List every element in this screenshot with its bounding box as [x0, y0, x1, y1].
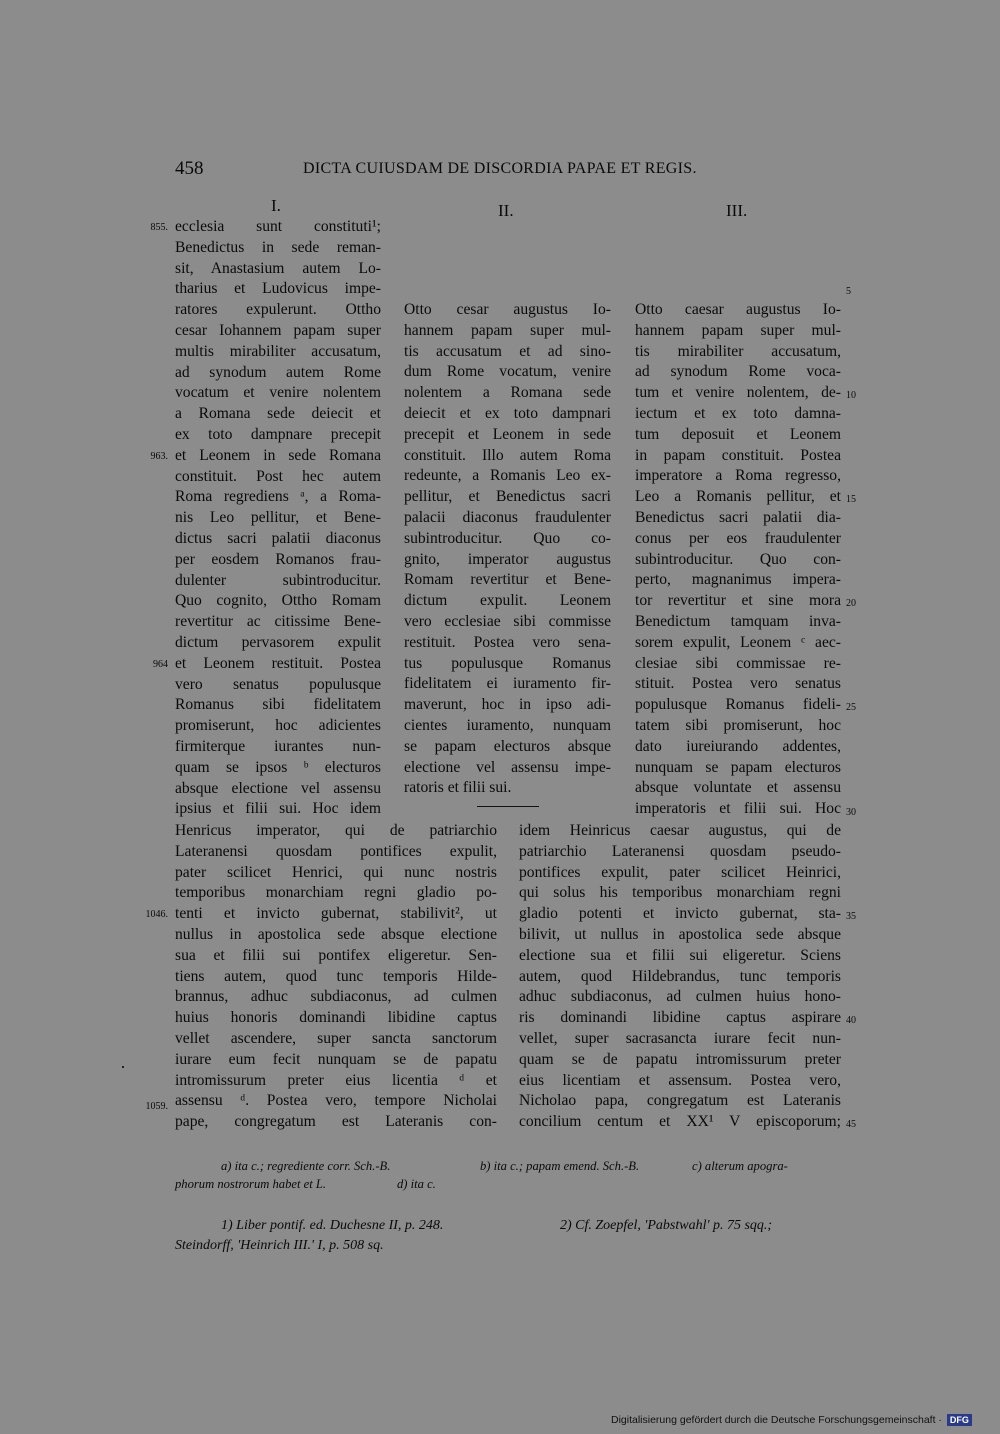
- text-line: precepit et Leonem in sede: [404, 425, 611, 443]
- text-line: hannem papam super mul-: [404, 321, 611, 339]
- text-line: Otto cesar augustus Io-: [404, 301, 611, 318]
- text-line: iurare eum fecit nunquam se de papatu: [175, 1050, 497, 1068]
- text-line: assensu ᵈ. Postea vero, tempore Nicholai: [175, 1092, 497, 1110]
- text-line: Lateranensi quosdam pontifices expulit,: [175, 842, 497, 860]
- text-line: maverunt, hoc in ipso adi-: [404, 696, 611, 714]
- footnote-1: 1) Liber pontif. ed. Duchesne II, p. 248.: [221, 1218, 444, 1233]
- apparatus-note-c-cont: phorum nostrorum habet et L.: [175, 1177, 327, 1191]
- text-line: nolentem a Romana sede: [404, 384, 611, 402]
- text-line: absque electione vel assensu: [175, 779, 381, 797]
- text-line: Benedictus in sede reman-: [175, 238, 381, 256]
- text-line: palacii diaconus fraudulenter: [404, 508, 611, 526]
- text-line: ris dominandi libidine captus aspirare: [519, 1009, 841, 1027]
- column-head-3: III.: [726, 201, 748, 220]
- text-line: vellet, super sacrasancta iurare fecit nun-: [519, 1029, 841, 1047]
- text-line: Otto caesar augustus Io-: [635, 301, 841, 318]
- text-line: tor revertitur et sine mora: [635, 592, 841, 610]
- text-line: vellet ascendere, super sancta sanctorum: [175, 1029, 497, 1047]
- text-line: sua et filii sui pontifex eligeretur. Sen-: [175, 946, 497, 964]
- text-line: Roma regrediens ᵃ, a Roma-: [175, 488, 381, 506]
- text-line: tis accusatum et ad sino-: [404, 342, 611, 360]
- text-line: restituit. Postea vero sena-: [404, 633, 611, 651]
- text-line: hannem papam super mul-: [635, 321, 841, 339]
- text-line: pape, congregatum est Lateranis con-: [175, 1113, 497, 1131]
- dfg-logo: DFG: [947, 1414, 972, 1426]
- text-line: populusque Romanus fideli-: [635, 696, 841, 714]
- text-line: gladio potenti et invicto gubernat, sta-: [519, 905, 841, 923]
- text-line: Romam revertitur et Bene-: [404, 571, 611, 589]
- apparatus-note-b: b) ita c.; papam emend. Sch.-B.: [480, 1159, 640, 1173]
- margin-year: 963.: [150, 451, 168, 462]
- footnote-2: 2) Cf. Zoepfel, 'Pabstwahl' p. 75 sqq.;: [560, 1218, 773, 1233]
- running-title: DICTA CUIUSDAM DE DISCORDIA PAPAE ET REGIS.: [303, 160, 697, 177]
- text-line: bilivit, ut nullus in apostolica sede absque: [519, 925, 841, 943]
- text-line: Benedictum tamquam inva-: [635, 612, 841, 630]
- text-line: ex toto dampnare precepit: [175, 425, 381, 443]
- text-line: per eosdem Romanos frau-: [175, 550, 381, 568]
- apparatus-note-a: a) ita c.; regrediente corr. Sch.-B.: [221, 1159, 391, 1173]
- text-line: autem, quod Hildebrandus, tunc temporis: [519, 967, 841, 985]
- text-line: tharius et Ludovicus impe-: [175, 280, 381, 298]
- apparatus-note-d: d) ita c.: [397, 1177, 436, 1191]
- text-line: a Romana sede deiecit et: [175, 405, 381, 423]
- text-line: adhuc subdiaconus, ad culmen huius hono-: [519, 988, 841, 1006]
- text-line: idem Heinricus caesar augustus, qui de: [519, 822, 841, 839]
- text-line: tenti et invicto gubernat, stabilivit², ut: [175, 905, 497, 923]
- text-line: dictum expulit. Leonem: [404, 592, 611, 610]
- apparatus-note-c: c) alterum apogra-: [692, 1159, 788, 1173]
- text-line: firmiterque iurantes nun-: [175, 737, 381, 755]
- text-line: ratoris et filii sui.: [404, 779, 512, 797]
- text-line: cientes iuramento, nunquam: [404, 716, 611, 734]
- text-line: tis mirabiliter accusatum,: [635, 342, 841, 360]
- text-line: tiens autem, quod tunc temporis Hilde-: [175, 967, 497, 985]
- line-number: 10: [846, 390, 856, 401]
- text-line: multis mirabiliter accusatum,: [175, 342, 381, 360]
- text-line: iectum et ex toto damna-: [635, 404, 841, 422]
- footnote-2-cont: Steindorff, 'Heinrich III.' I, p. 508 sq.: [175, 1238, 384, 1253]
- text-line: vero ecclesiae sibi commisse: [404, 612, 611, 630]
- text-line: electione vel assensu impe-: [404, 758, 611, 776]
- line-number: 25: [846, 702, 856, 713]
- text-line: brannus, adhuc subdiaconus, ad culmen: [175, 988, 497, 1006]
- margin-year: 1046.: [145, 909, 168, 920]
- line-number: 45: [846, 1119, 856, 1130]
- text-line: pellitur, et Benedictus sacri: [404, 488, 611, 506]
- text-line: sorem expulit, Leonem ᶜ aec-: [635, 633, 841, 651]
- line-number: 5: [846, 286, 851, 297]
- margin-year: 964: [153, 659, 168, 670]
- text-line: electione sua et filii sui eligeretur. Sciens: [519, 946, 841, 964]
- text-line: quam se de papatu intromissurum preter: [519, 1050, 841, 1068]
- column-head-1: I.: [271, 196, 281, 215]
- column-end-rule: [477, 806, 539, 807]
- text-line: ecclesia sunt constituti¹;: [175, 218, 381, 235]
- text-line: quam se ipsos ᵇ electuros: [175, 758, 381, 776]
- text-line: eius licentiam et assensum. Postea vero,: [519, 1071, 841, 1089]
- text-line: pater scilicet Henrici, qui nunc nostris: [175, 863, 497, 881]
- text-line: ad synodum autem Rome: [175, 363, 381, 381]
- text-line: huius honoris dominandi libidine captus: [175, 1009, 497, 1027]
- text-line: Benedictus sacri palatii dia-: [635, 508, 841, 526]
- text-line: imperatore a Roma regresso,: [635, 467, 841, 485]
- text-line: fidelitatem ei iuramento fir-: [404, 675, 611, 693]
- lower-left-text: [175, 821, 497, 1133]
- text-line: dictus sacri palatii diaconus: [175, 529, 381, 547]
- column-head-2: II.: [498, 201, 514, 220]
- footer-text: Digitalisierung gefördert durch die Deutsche Forschungsgemeinschaft ·: [611, 1414, 942, 1426]
- text-line: vocatum et venire nolentem: [175, 384, 381, 402]
- text-line: tatem sibi promiserunt, hoc: [635, 716, 841, 734]
- text-line: constituit. Post hec autem: [175, 467, 381, 485]
- text-line: perto, magnanimus impera-: [635, 571, 841, 589]
- text-line: et Leonem restituit. Postea: [175, 654, 381, 672]
- text-line: nullus in apostolica sede absque electione: [175, 925, 497, 943]
- text-line: subintroducitur. Quo co-: [404, 529, 611, 547]
- margin-year: 1059.: [145, 1101, 168, 1112]
- text-line: Leo a Romanis pellitur, et: [635, 488, 841, 506]
- lower-right-text: [519, 821, 841, 1133]
- line-number: 30: [846, 807, 856, 818]
- text-line: redeunte, a Romanis Leo ex-: [404, 467, 611, 485]
- text-line: sit, Anastasium autem Lo-: [175, 259, 381, 277]
- speck: [122, 1066, 124, 1068]
- column-1-text: [175, 217, 381, 820]
- text-line: dum Rome vocatum, venire: [404, 363, 611, 381]
- text-line: vero senatus populusque: [175, 675, 381, 693]
- text-line: imperatoris et filii sui. Hoc: [635, 800, 841, 818]
- text-line: gnito, imperator augustus: [404, 550, 611, 568]
- text-line: patriarchio Lateranensi quosdam pseudo-: [519, 842, 841, 860]
- text-line: promiserunt, hoc adicientes: [175, 717, 381, 735]
- text-line: qui solus his temporibus monarchiam regni: [519, 884, 841, 902]
- text-line: se papam electuros absque: [404, 737, 611, 755]
- text-line: ad synodum Rome voca-: [635, 363, 841, 381]
- text-line: nunquam se papam electuros: [635, 758, 841, 776]
- text-line: concilium centum et XX¹ V episcoporum;: [519, 1113, 841, 1131]
- text-line: tum deposuit et Leonem: [635, 425, 841, 443]
- text-line: stituit. Postea vero senatus: [635, 675, 841, 693]
- text-line: et Leonem in sede Romana: [175, 446, 381, 464]
- text-line: absque voluntate et assensu: [635, 779, 841, 797]
- text-line: clesiae sibi commissae re-: [635, 654, 841, 672]
- text-line: subintroducitur. Quo con-: [635, 550, 841, 568]
- text-line: Henricus imperator, qui de patriarchio: [175, 822, 497, 839]
- margin-year: 855.: [150, 222, 168, 233]
- text-line: dictum pervasorem expulit: [175, 633, 381, 651]
- text-line: deiecit et ex toto dampnari: [404, 404, 611, 422]
- line-number: 20: [846, 598, 856, 609]
- column-3-text: [635, 300, 841, 820]
- text-line: tus populusque Romanus: [404, 654, 611, 672]
- text-line: ratores expulerunt. Ottho: [175, 301, 381, 319]
- text-line: dato iureiurando addentes,: [635, 737, 841, 755]
- line-number: 15: [846, 494, 856, 505]
- column-2-text: [404, 300, 611, 799]
- text-line: Nicholao papa, congregatum est Lateranis: [519, 1092, 841, 1110]
- text-line: Romanus sibi fidelitatem: [175, 696, 381, 714]
- text-line: ipsius et filii sui. Hoc idem: [175, 800, 381, 818]
- text-line: in papam constituit. Postea: [635, 446, 841, 464]
- text-line: nis Leo pellitur, et Bene-: [175, 509, 381, 527]
- text-line: revertitur ac citissime Bene-: [175, 613, 381, 631]
- text-line: temporibus monarchiam regni gladio po-: [175, 884, 497, 902]
- text-line: constituit. Illo autem Roma: [404, 446, 611, 464]
- line-number: 40: [846, 1015, 856, 1026]
- text-line: pontifices expulit, pater scilicet Heinrici,: [519, 863, 841, 881]
- text-line: intromissurum preter eius licentia ᵈ et: [175, 1071, 497, 1089]
- text-line: Quo cognito, Ottho Romam: [175, 592, 381, 610]
- text-line: cesar Iohannem papam super: [175, 321, 381, 339]
- text-line: conus per eos fraudulenter: [635, 529, 841, 547]
- line-number: 35: [846, 911, 856, 922]
- text-line: tum et venire nolentem, de-: [635, 384, 841, 402]
- page-number: 458: [175, 158, 204, 179]
- digitization-footer: [611, 1414, 972, 1426]
- text-line: dulenter subintroducitur.: [175, 571, 381, 589]
